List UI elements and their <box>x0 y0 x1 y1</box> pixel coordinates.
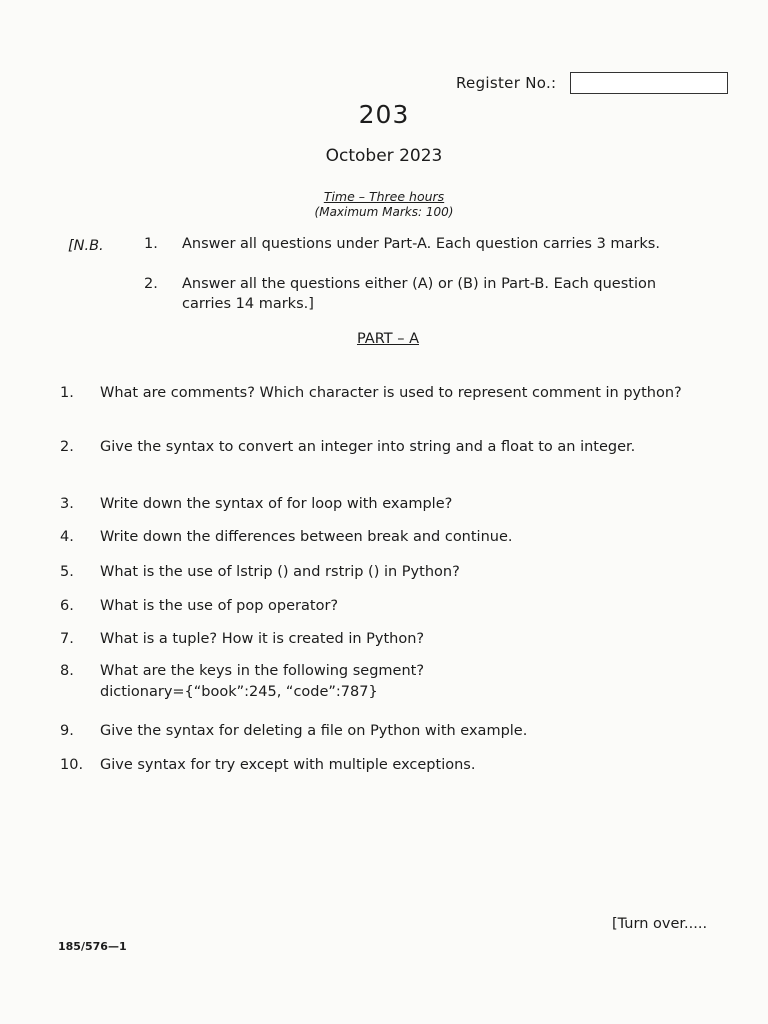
instructions-label: [N.B. <box>68 238 104 254</box>
max-marks: (Maximum Marks: 100) <box>314 205 454 219</box>
question-text: Write down the differences between break and continue. <box>100 529 513 545</box>
question-text: What are comments? Which character is used to represent comment in python? <box>100 385 682 401</box>
question-text: Give the syntax to convert an integer into string and a float to an integer. <box>100 439 636 455</box>
question-number: 1. <box>60 385 74 401</box>
question-number: 5. <box>60 564 74 580</box>
exam-date: October 2023 <box>325 146 443 166</box>
instruction-item <box>144 234 684 254</box>
question-text: What are the keys in the following segment? dictionary={“book”:245, “code”:787} <box>100 663 425 700</box>
instruction-number: 2. <box>144 276 158 292</box>
question-text: What is a tuple? How it is created in Python? <box>100 631 425 647</box>
question-item <box>60 494 700 515</box>
exam-duration: Time – Three hours <box>323 189 445 204</box>
instruction-number: 1. <box>144 236 158 252</box>
register-number-box <box>570 72 728 94</box>
part-a-title: PART – A <box>356 331 419 347</box>
question-text: Give the syntax for deleting a file on Python with example. <box>100 723 528 739</box>
question-number: 4. <box>60 529 74 545</box>
instruction-text: Answer all the questions either (A) or (B) in Part-B. Each question carries 14 marks.] <box>182 276 657 312</box>
footer-code: 185/576—1 <box>58 940 127 953</box>
question-item <box>60 661 700 703</box>
question-text: Give syntax for try except with multiple exceptions. <box>100 757 476 773</box>
paper-code: 203 <box>358 100 410 129</box>
question-item <box>60 383 700 404</box>
question-text: What is the use of lstrip () and rstrip () in Python? <box>100 564 460 580</box>
question-number: 9. <box>60 723 74 739</box>
question-number: 10. <box>60 757 84 773</box>
question-text: What is the use of pop operator? <box>100 598 339 614</box>
question-number: 8. <box>60 663 74 679</box>
question-text: Write down the syntax of for loop with example? <box>100 496 453 512</box>
question-item <box>60 437 700 458</box>
question-number: 2. <box>60 439 74 455</box>
register-label: Register No.: <box>456 74 557 92</box>
question-number: 3. <box>60 496 74 512</box>
instruction-item <box>144 274 684 314</box>
instruction-text: Answer all questions under Part-A. Each question carries 3 marks. <box>182 236 660 252</box>
question-item <box>60 527 700 548</box>
question-item <box>60 562 700 583</box>
register-number <box>456 72 728 94</box>
question-item <box>60 629 700 650</box>
question-item <box>60 596 700 617</box>
question-item <box>60 721 700 742</box>
question-number: 7. <box>60 631 74 647</box>
turn-over-note: [Turn over..... <box>612 916 708 932</box>
question-number: 6. <box>60 598 74 614</box>
question-item <box>60 755 700 776</box>
